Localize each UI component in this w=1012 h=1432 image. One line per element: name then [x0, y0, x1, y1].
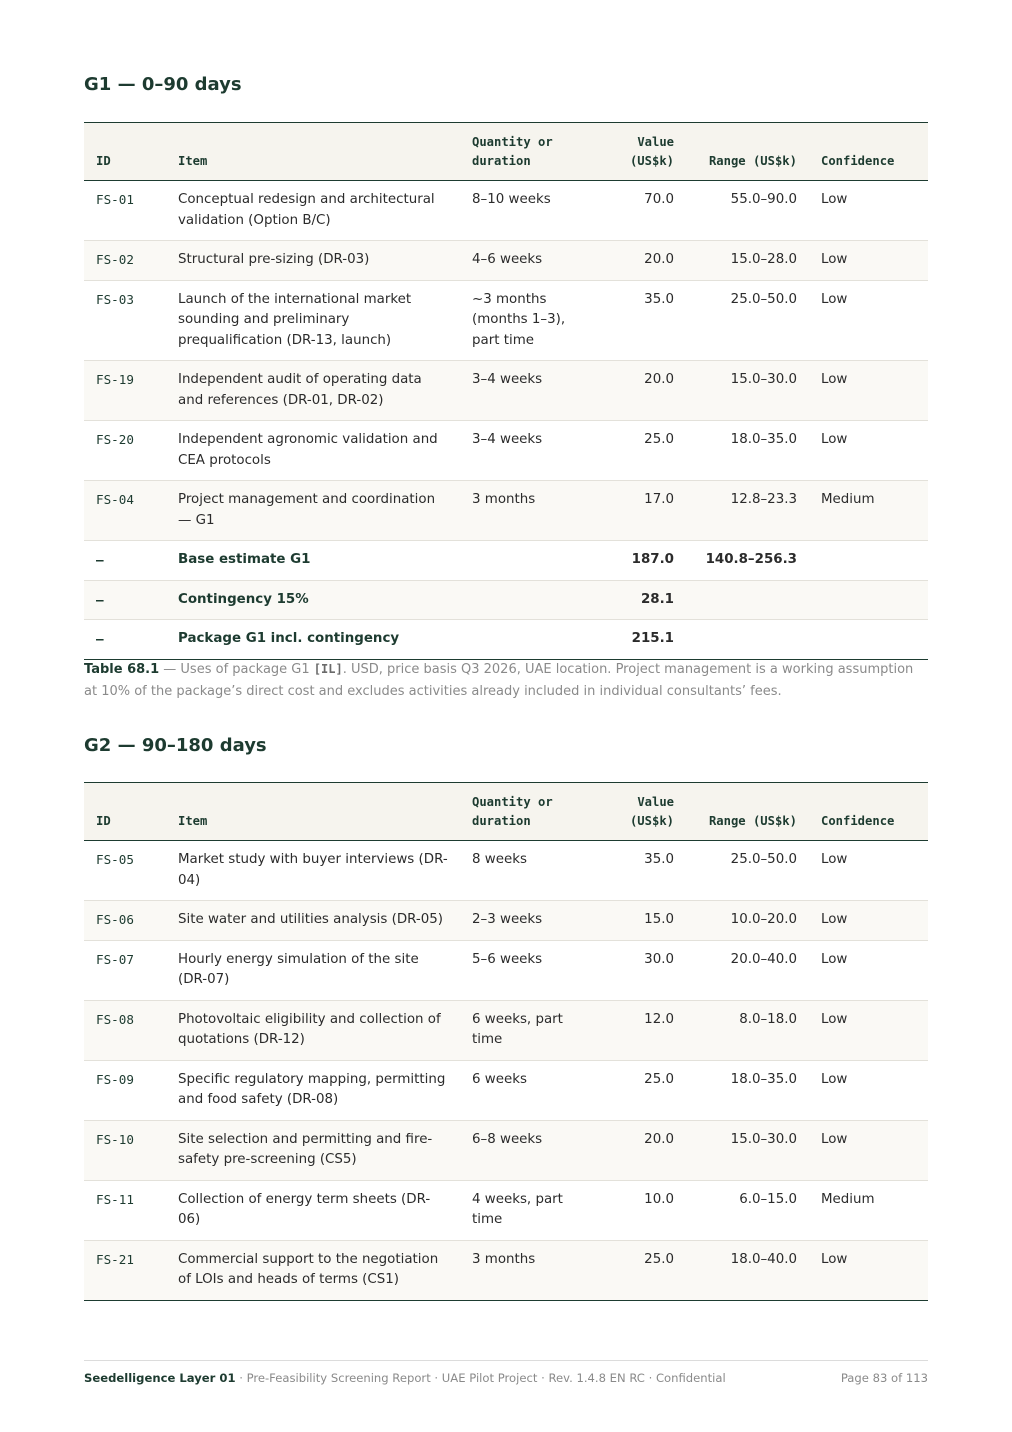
table-row: [84, 1120, 928, 1180]
footer-page-number: Page 83 of 113: [840, 1371, 928, 1385]
cell-id: FS-21: [84, 1240, 166, 1300]
cell-id: FS-09: [84, 1060, 166, 1120]
cell-confidence: [809, 620, 928, 660]
section-title-g1: G1 — 0–90 days: [84, 74, 242, 95]
cell-value: 70.0: [598, 181, 686, 241]
cell-value: 20.0: [598, 361, 686, 421]
cell-quantity: 6–8 weeks: [460, 1120, 598, 1180]
caption-label: Table 68.1: [84, 662, 160, 677]
cell-quantity: 3 months: [460, 481, 598, 541]
cell-confidence: Low: [809, 1240, 928, 1300]
cell-item: Structural pre-sizing (DR-03): [166, 241, 460, 281]
cell-value: 35.0: [598, 841, 686, 901]
cell-id: —: [84, 541, 166, 581]
header-value: [598, 123, 686, 181]
cell-id: FS-20: [84, 421, 166, 481]
cell-item: Hourly energy simulation of the site (DR-07): [166, 940, 460, 1000]
cell-confidence: Low: [809, 421, 928, 481]
header-quantity: [460, 123, 598, 181]
cell-item: Package G1 incl. contingency: [166, 620, 460, 660]
cell-quantity: 4–6 weeks: [460, 241, 598, 281]
cell-range: 15.0–30.0: [686, 361, 809, 421]
cell-confidence: Low: [809, 241, 928, 281]
table-row: [84, 421, 928, 481]
table-g2: [84, 782, 928, 1301]
table-g1: [84, 122, 928, 660]
caption-tag: [IL]: [313, 662, 343, 676]
cell-confidence: Low: [809, 940, 928, 1000]
table-row: [84, 181, 928, 241]
cell-range: [686, 620, 809, 660]
table-row: [84, 940, 928, 1000]
cell-value: 17.0: [598, 481, 686, 541]
cell-item: Photovoltaic eligibility and collection of quotations (DR-12): [166, 1000, 460, 1060]
cell-quantity: 3–4 weeks: [460, 361, 598, 421]
cell-quantity: 4 weeks, part time: [460, 1180, 598, 1240]
cell-range: 20.0–40.0: [686, 940, 809, 1000]
header-value-line1: Value: [637, 135, 674, 149]
table-row: [84, 1000, 928, 1060]
header-range: Range (US$k): [686, 783, 809, 841]
cell-quantity: 6 weeks: [460, 1060, 598, 1120]
cell-quantity: [460, 620, 598, 660]
cell-id: FS-19: [84, 361, 166, 421]
table-header-row: [84, 783, 928, 841]
cell-confidence: Medium: [809, 481, 928, 541]
header-id: ID: [84, 123, 166, 181]
cell-quantity: ~3 months (months 1–3), part time: [460, 280, 598, 361]
cell-item: Independent audit of operating data and references (DR-01, DR-02): [166, 361, 460, 421]
header-id: ID: [84, 783, 166, 841]
header-value-line2: (US$k): [629, 814, 674, 828]
cell-confidence: Low: [809, 1060, 928, 1120]
cell-confidence: [809, 541, 928, 581]
cell-value: 28.1: [598, 580, 686, 620]
table-row: [84, 241, 928, 281]
cell-item: Market study with buyer interviews (DR-04): [166, 841, 460, 901]
cell-quantity: 8–10 weeks: [460, 181, 598, 241]
header-confidence: Confidence: [809, 123, 928, 181]
table-row: [84, 1180, 928, 1240]
total-row: [84, 620, 928, 660]
cell-range: 18.0–40.0: [686, 1240, 809, 1300]
header-quantity-line2: duration: [472, 154, 531, 168]
cell-range: 18.0–35.0: [686, 1060, 809, 1120]
header-confidence: Confidence: [809, 783, 928, 841]
cell-id: FS-05: [84, 841, 166, 901]
page-footer: [84, 1360, 928, 1385]
cell-range: 15.0–28.0: [686, 241, 809, 281]
cell-value: 35.0: [598, 280, 686, 361]
total-row: [84, 580, 928, 620]
cell-range: 25.0–50.0: [686, 841, 809, 901]
cell-range: 25.0–50.0: [686, 280, 809, 361]
header-range: Range (US$k): [686, 123, 809, 181]
cell-value: 10.0: [598, 1180, 686, 1240]
cell-item: Contingency 15%: [166, 580, 460, 620]
cell-confidence: Low: [809, 181, 928, 241]
caption-text-pre: — Uses of package G1: [159, 662, 314, 677]
cell-id: FS-08: [84, 1000, 166, 1060]
cell-id: FS-06: [84, 901, 166, 941]
cell-confidence: Low: [809, 280, 928, 361]
cell-item: Base estimate G1: [166, 541, 460, 581]
header-value: [598, 783, 686, 841]
cell-quantity: [460, 580, 598, 620]
cell-value: 12.0: [598, 1000, 686, 1060]
cell-id: —: [84, 620, 166, 660]
cell-item: Conceptual redesign and architectural validation (Option B/C): [166, 181, 460, 241]
cell-item: Collection of energy term sheets (DR-06): [166, 1180, 460, 1240]
cell-value: 30.0: [598, 940, 686, 1000]
cell-quantity: [460, 541, 598, 581]
footer-brand: Seedelligence Layer 01: [84, 1371, 236, 1385]
cell-value: 20.0: [598, 1120, 686, 1180]
cell-quantity: 3 months: [460, 1240, 598, 1300]
header-quantity-line1: Quantity or: [472, 795, 553, 809]
cell-range: 6.0–15.0: [686, 1180, 809, 1240]
cell-range: 15.0–30.0: [686, 1120, 809, 1180]
cell-id: FS-01: [84, 181, 166, 241]
cell-item: Commercial support to the negotiation of LOIs and heads of terms (CS1): [166, 1240, 460, 1300]
cell-range: 140.8–256.3: [686, 541, 809, 581]
cell-id: FS-11: [84, 1180, 166, 1240]
cell-value: 25.0: [598, 1060, 686, 1120]
cell-confidence: Low: [809, 901, 928, 941]
table-row: [84, 1240, 928, 1300]
cell-range: 8.0–18.0: [686, 1000, 809, 1060]
cell-confidence: Low: [809, 1120, 928, 1180]
table-row: [84, 481, 928, 541]
header-quantity-line2: duration: [472, 814, 531, 828]
cell-confidence: Low: [809, 361, 928, 421]
cell-quantity: 8 weeks: [460, 841, 598, 901]
cell-quantity: 3–4 weeks: [460, 421, 598, 481]
cell-item: Project management and coordination — G1: [166, 481, 460, 541]
cell-item: Independent agronomic validation and CEA protocols: [166, 421, 460, 481]
cell-id: FS-04: [84, 481, 166, 541]
cell-confidence: [809, 580, 928, 620]
cell-id: FS-10: [84, 1120, 166, 1180]
table-row: [84, 1060, 928, 1120]
cell-item: Specific regulatory mapping, permitting and food safety (DR-08): [166, 1060, 460, 1120]
cell-value: 215.1: [598, 620, 686, 660]
section-title-g2: G2 — 90–180 days: [84, 735, 267, 756]
cell-quantity: 6 weeks, part time: [460, 1000, 598, 1060]
header-value-line1: Value: [637, 795, 674, 809]
cell-item: Site selection and permitting and fire-safety pre-screening (CS5): [166, 1120, 460, 1180]
footer-left: [84, 1371, 726, 1385]
table-row: [84, 280, 928, 361]
cell-id: FS-07: [84, 940, 166, 1000]
table-row: [84, 361, 928, 421]
cell-range: 18.0–35.0: [686, 421, 809, 481]
cell-confidence: Low: [809, 841, 928, 901]
cell-value: 20.0: [598, 241, 686, 281]
cell-confidence: Medium: [809, 1180, 928, 1240]
cell-id: FS-02: [84, 241, 166, 281]
cell-item: Launch of the international market sounding and preliminary prequalification (DR-13, launch): [166, 280, 460, 361]
header-item: Item: [166, 783, 460, 841]
cell-range: 10.0–20.0: [686, 901, 809, 941]
table-caption-g1: [84, 658, 928, 703]
cell-id: —: [84, 580, 166, 620]
header-quantity-line1: Quantity or: [472, 135, 553, 149]
header-value-line2: (US$k): [629, 154, 674, 168]
cell-value: 187.0: [598, 541, 686, 581]
table-row: [84, 841, 928, 901]
cell-range: 12.8–23.3: [686, 481, 809, 541]
footer-text: · Pre-Feasibility Screening Report · UAE Pilot Project · Rev. 1.4.8 EN RC · Confidential: [235, 1371, 726, 1385]
caption-text-post: . USD, price basis Q3 2026, UAE location. Project management is a working assumption at 10% of the package’s direct cost and excludes activities already included in individual consultants’ fees.: [84, 662, 914, 699]
cell-range: 55.0–90.0: [686, 181, 809, 241]
cell-range: [686, 580, 809, 620]
cell-id: FS-03: [84, 280, 166, 361]
cell-value: 15.0: [598, 901, 686, 941]
table-row: [84, 901, 928, 941]
cell-quantity: 5–6 weeks: [460, 940, 598, 1000]
cell-item: Site water and utilities analysis (DR-05): [166, 901, 460, 941]
cell-quantity: 2–3 weeks: [460, 901, 598, 941]
header-item: Item: [166, 123, 460, 181]
cell-confidence: Low: [809, 1000, 928, 1060]
table-header-row: [84, 123, 928, 181]
cell-value: 25.0: [598, 1240, 686, 1300]
cell-value: 25.0: [598, 421, 686, 481]
total-row: [84, 541, 928, 581]
header-quantity: [460, 783, 598, 841]
